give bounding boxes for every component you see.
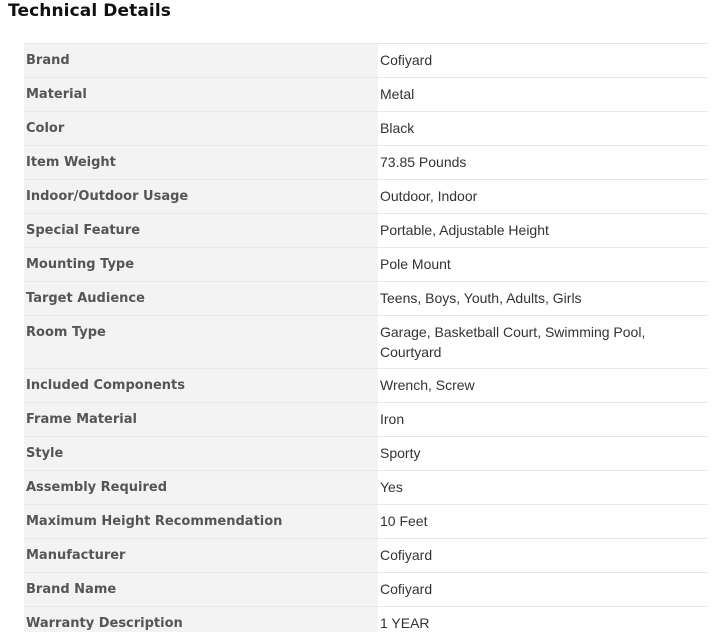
technical-details-table	[24, 43, 707, 632]
table-row	[24, 180, 707, 214]
table-row	[24, 437, 707, 471]
table-row	[24, 248, 707, 282]
table-row	[24, 44, 707, 78]
spec-value: Sporty	[380, 445, 421, 461]
spec-value: Iron	[380, 411, 405, 427]
spec-label: Mounting Type	[24, 248, 378, 282]
spec-label: Room Type	[24, 316, 378, 369]
table-row	[24, 146, 707, 180]
table-row	[24, 78, 707, 112]
spec-value: Teens, Boys, Youth, Adults, Girls	[380, 290, 582, 306]
spec-label: Brand	[24, 44, 378, 78]
table-row	[24, 539, 707, 573]
spec-label: Style	[24, 437, 378, 471]
spec-label: Item Weight	[24, 146, 378, 180]
spec-label: Indoor/Outdoor Usage	[24, 180, 378, 214]
spec-value: Wrench, Screw	[380, 377, 475, 393]
table-row	[24, 282, 707, 316]
spec-value: Black	[380, 120, 415, 136]
spec-value: Portable, Adjustable Height	[380, 222, 549, 238]
table-row	[24, 573, 707, 607]
spec-label: Material	[24, 78, 378, 112]
section-title: Technical Details	[8, 1, 171, 21]
spec-value: Yes	[380, 479, 403, 495]
spec-value: Cofiyard	[380, 581, 433, 597]
spec-label: Included Components	[24, 369, 378, 403]
table-row	[24, 607, 707, 632]
spec-label: Frame Material	[24, 403, 378, 437]
spec-value: 10 Feet	[380, 513, 428, 529]
spec-label: Brand Name	[24, 573, 378, 607]
spec-value: 1 YEAR	[380, 615, 430, 631]
table-row	[24, 369, 707, 403]
spec-label: Special Feature	[24, 214, 378, 248]
spec-value: Cofiyard	[380, 547, 433, 563]
spec-value: 73.85 Pounds	[380, 154, 467, 170]
spec-label: Color	[24, 112, 378, 146]
spec-value: Garage, Basketball Court, Swimming Pool, Courtyard	[380, 324, 646, 360]
spec-value: Pole Mount	[380, 256, 451, 272]
table-row	[24, 471, 707, 505]
spec-value: Cofiyard	[380, 52, 433, 68]
spec-label: Target Audience	[24, 282, 378, 316]
spec-value: Outdoor, Indoor	[380, 188, 478, 204]
table-row	[24, 112, 707, 146]
spec-label: Warranty Description	[24, 607, 378, 632]
table-row	[24, 505, 707, 539]
table-row	[24, 316, 707, 369]
spec-label: Assembly Required	[24, 471, 378, 505]
table-row	[24, 214, 707, 248]
table-row	[24, 403, 707, 437]
spec-value: Metal	[380, 86, 415, 102]
spec-label: Manufacturer	[24, 539, 378, 573]
spec-label: Maximum Height Recommendation	[24, 505, 378, 539]
